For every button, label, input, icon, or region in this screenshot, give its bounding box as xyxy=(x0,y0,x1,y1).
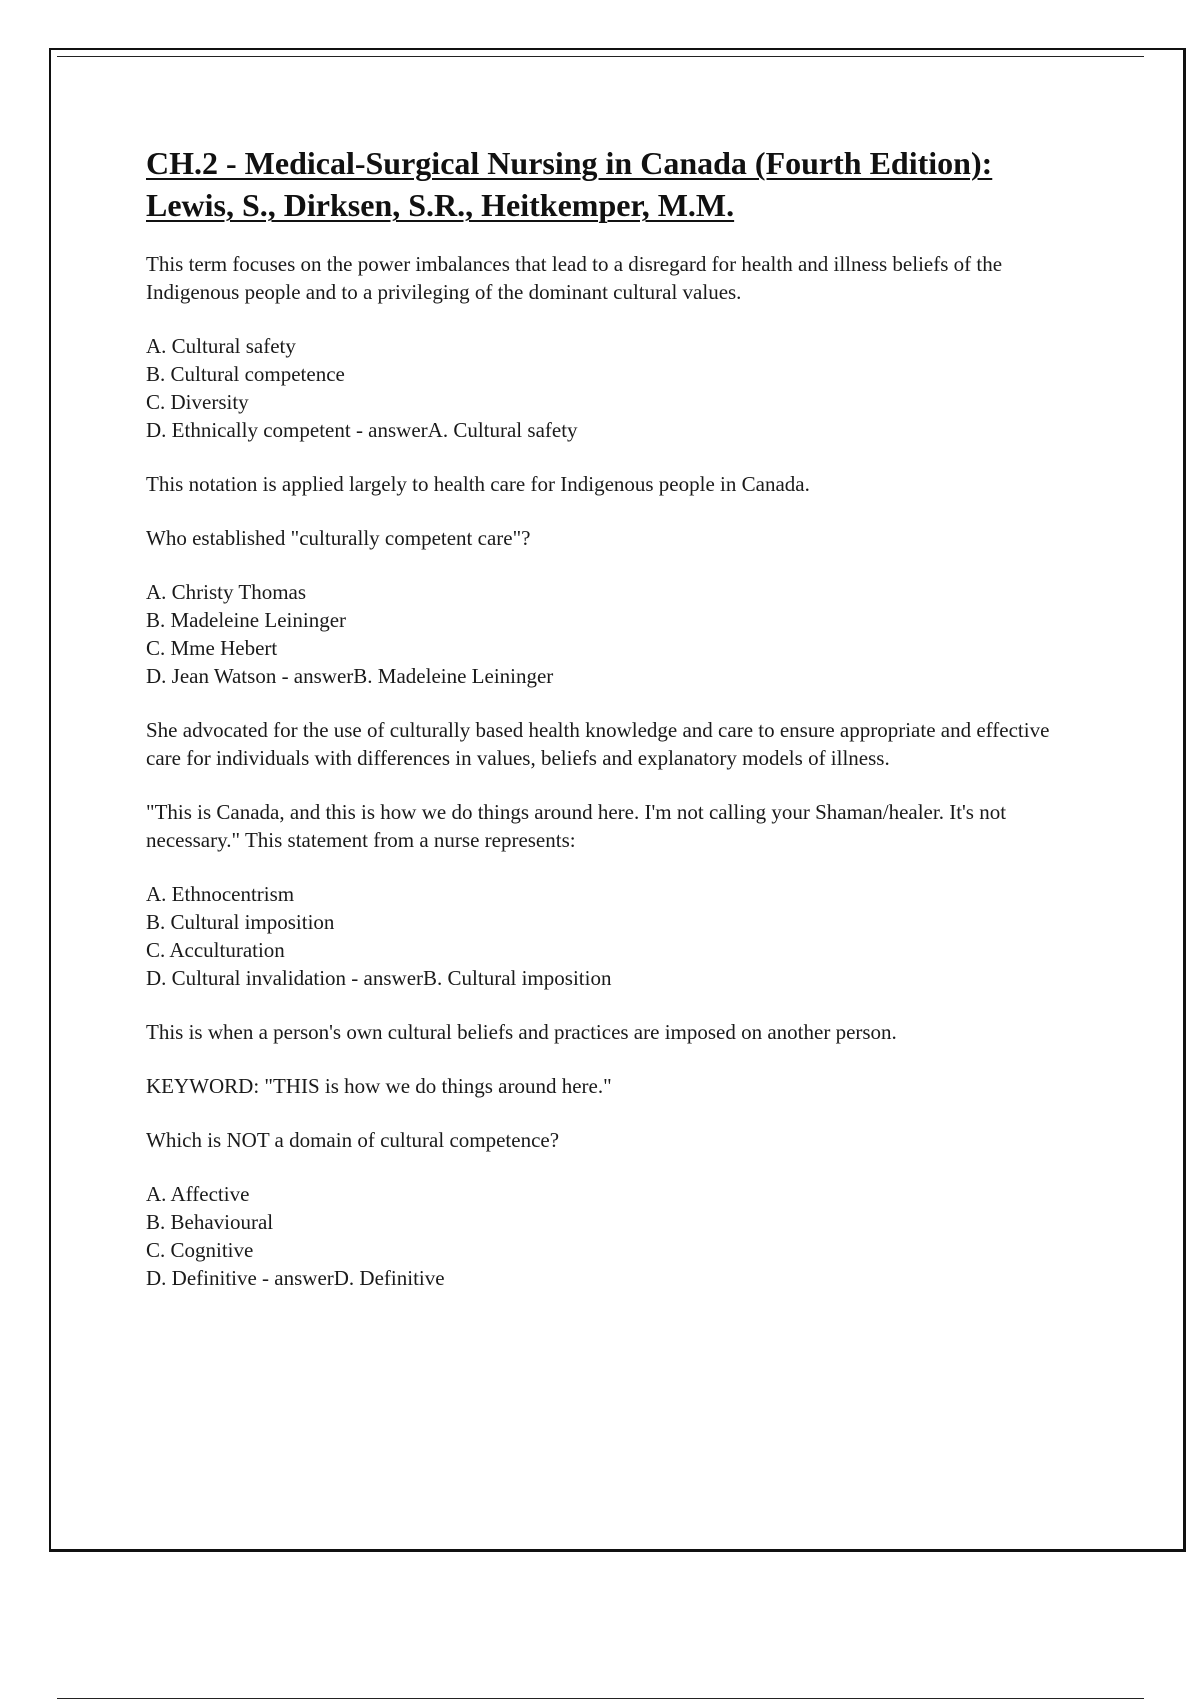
question-3-options xyxy=(146,880,1086,992)
option-with-answer: D. Ethnically competent - answerA. Cultural safety xyxy=(146,418,578,442)
option: B. Behavioural xyxy=(146,1210,274,1234)
top-rule xyxy=(57,56,1144,57)
option: A. Ethnocentrism xyxy=(146,882,295,906)
option: B. Cultural imposition xyxy=(146,910,335,934)
option: A. Affective xyxy=(146,1182,250,1206)
document-title: CH.2 - Medical-Surgical Nursing in Canada (Fourth Edition): Lewis, S., Dirksen, S.R., Heitkemper, M.M. xyxy=(146,145,993,223)
option: B. Madeleine Leininger xyxy=(146,608,347,632)
option: C. Mme Hebert xyxy=(146,636,278,660)
option: A. Christy Thomas xyxy=(146,580,307,604)
question-1-text: This term focuses on the power imbalances that lead to a disregard for health and illness beliefs of the Indigenous people and to a privileging of the dominant cultural values. xyxy=(146,252,1003,304)
question-4-options xyxy=(146,1180,1086,1292)
question-4-text: Which is NOT a domain of cultural competence? xyxy=(146,1128,560,1152)
bottom-rule xyxy=(57,1698,1144,1699)
question-3-text: "This is Canada, and this is how we do things around here. I'm not calling your Shaman/healer. It's not necessary." This statement from a nurse represents: xyxy=(146,800,1007,852)
option-with-answer: D. Definitive - answerD. Definitive xyxy=(146,1266,445,1290)
option: C. Cognitive xyxy=(146,1238,254,1262)
question-2-text: Who established "culturally competent care"? xyxy=(146,526,531,550)
question-2-options xyxy=(146,578,1086,690)
option-with-answer: D. Cultural invalidation - answerB. Cultural imposition xyxy=(146,966,612,990)
document-body xyxy=(146,142,1086,1318)
explanation-2: She advocated for the use of culturally based health knowledge and care to ensure appropriate and effective care for individuals with differences in values, beliefs and explanatory models of illness. xyxy=(146,718,1050,770)
option: C. Acculturation xyxy=(146,938,285,962)
option-with-answer: D. Jean Watson - answerB. Madeleine Leininger xyxy=(146,664,554,688)
keyword-note: KEYWORD: "THIS is how we do things around here." xyxy=(146,1074,612,1098)
explanation-1: This notation is applied largely to health care for Indigenous people in Canada. xyxy=(146,472,810,496)
option: B. Cultural competence xyxy=(146,362,345,386)
explanation-3: This is when a person's own cultural beliefs and practices are imposed on another person. xyxy=(146,1020,897,1044)
question-1-options xyxy=(146,332,1086,444)
option: A. Cultural safety xyxy=(146,334,296,358)
option: C. Diversity xyxy=(146,390,249,414)
